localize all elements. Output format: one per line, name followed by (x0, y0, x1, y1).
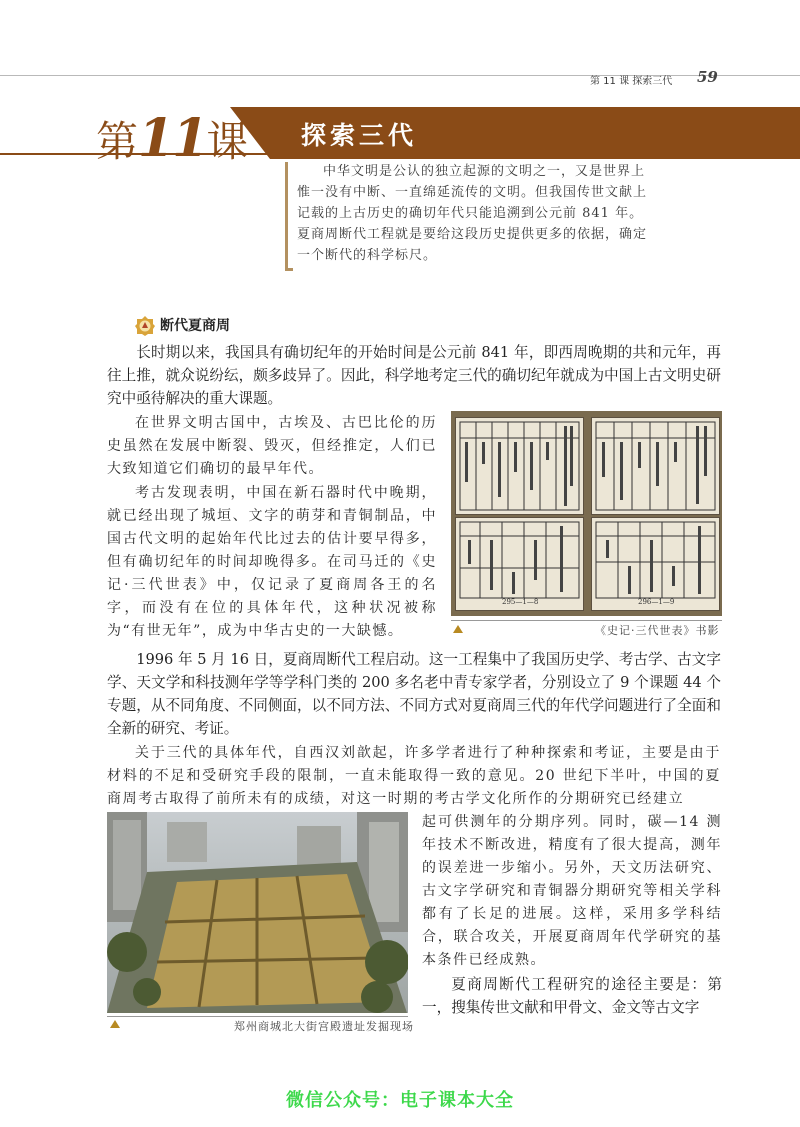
intro-bar (285, 162, 288, 269)
paragraph-3: 考古发现表明，中国在新石器时代中晚期，就已经出现了城垣、文字的萌芽和青铜制品，中国古代文明的起始年代比过去的估计要早得多，但有确切纪年的时间却晚得多。在司马迁的《史记·三代世表》中，仅记录了夏商周各王的名字，而没有在位的具体年代，这种状况被称为“有世无年”，成为中华古史的一大缺憾。 (107, 485, 437, 639)
book-page-bottom-right (591, 517, 720, 611)
lesson-number (96, 108, 248, 169)
caption-rule (451, 620, 722, 621)
page-label-left: 295—1—8 (502, 598, 539, 606)
shiji-book-image (451, 411, 722, 616)
paragraph-4: 1996 年 5 月 16 日，夏商周断代工程启动。这一工程集中了我国历史学、考古学、古文字学、天文学和科技测年学等学科门类的 200 多名老中青专家学者，分别设立了 9 个课题 44 个专题，从不同角度、不同侧面，以不同方法、不同方式对夏商周三代的年代学问题进行了全面和全新的研究、考证。 (107, 651, 721, 737)
watermark: 微信公众号：电子课本大全 (286, 1090, 514, 1111)
paragraph-1: 长时期以来，我国具有确切纪年的开始时间是公元前 841 年，即西周晚期的共和元年，再往上推，就众说纷纭，颇多歧异了。因此，科学地考定三代的确切纪年就成为中国上古文明史研究中亟待解决的重大课题。 (107, 344, 721, 407)
book-page-bottom-left (455, 517, 584, 611)
page-label-right: 296—1—9 (638, 598, 675, 606)
excavation-photo (107, 812, 408, 1013)
paragraph-6: 夏商周断代工程研究的途径主要是：第一，搜集传世文献和甲骨文、金文等古文字 (422, 976, 722, 1016)
figure-1-caption: 《史记·三代世表》书影 (595, 624, 720, 637)
lesson-prefix: 第 (96, 117, 139, 166)
table-grid (456, 418, 583, 514)
table-grid (592, 418, 719, 514)
paragraph-5: 关于三代的具体年代，自西汉刘歆起，许多学者进行了种种探索和考证，主要是由于材料的不足和受研究手段的限制，一直未能取得一致的意见。20 世纪下半叶，中国的夏商周考古取得了前所未有的成绩，对这一时期的考古学文化所作的分期研究已经建立 (107, 745, 721, 807)
table-grid (592, 518, 719, 610)
caption-marker-icon (110, 1020, 120, 1028)
intro-bar-cap (285, 268, 293, 271)
book-page-top-left (455, 417, 584, 515)
caption-rule (107, 1016, 408, 1017)
figure-2-caption: 郑州商城北大街宫殿遗址发掘现场 (234, 1020, 414, 1033)
running-head: 第 11 课 探索三代 (590, 76, 673, 87)
lesson-title: 探索三代 (301, 121, 418, 150)
table-grid (456, 518, 583, 610)
lesson-digits: 11 (138, 108, 207, 169)
caption-marker-icon (453, 625, 463, 633)
paragraph-5-continued: 起可供测年的分期序列。同时，碳—14 测年技术不断改进，精度有了很大提高，测年的误差进一步缩小。另外，天文历法研究、古文字学研究和青铜器分期研究等相关学科都有了长足的进展。这样，采用多学科结合，联合攻关，开展夏商周年代学研究的基本条件已经成熟。 (422, 814, 722, 968)
paragraph-2: 在世界文明古国中，古埃及、古巴比伦的历史虽然在发展中断裂、毁灭，但经推定，人们已大致知道它们确切的最早年代。 (107, 415, 437, 477)
lesson-suffix: 课 (206, 117, 249, 166)
page-number: 59 (697, 68, 718, 86)
section-title: 断代夏商周 (160, 318, 230, 334)
excavation-scene (107, 812, 408, 1013)
header-rule (0, 75, 800, 76)
lesson-intro: 中华文明是公认的独立起源的文明之一，又是世界上惟一没有中断、一直绵延流传的文明。但我国传世文献上记载的上古历史的确切年代只能追溯到公元前 841 年。夏商周断代工程就是要给这段历史提供更多的依据，确定一个断代的科学标尺。 (297, 164, 648, 263)
book-page-top-right (591, 417, 720, 515)
seal-icon (134, 315, 156, 337)
